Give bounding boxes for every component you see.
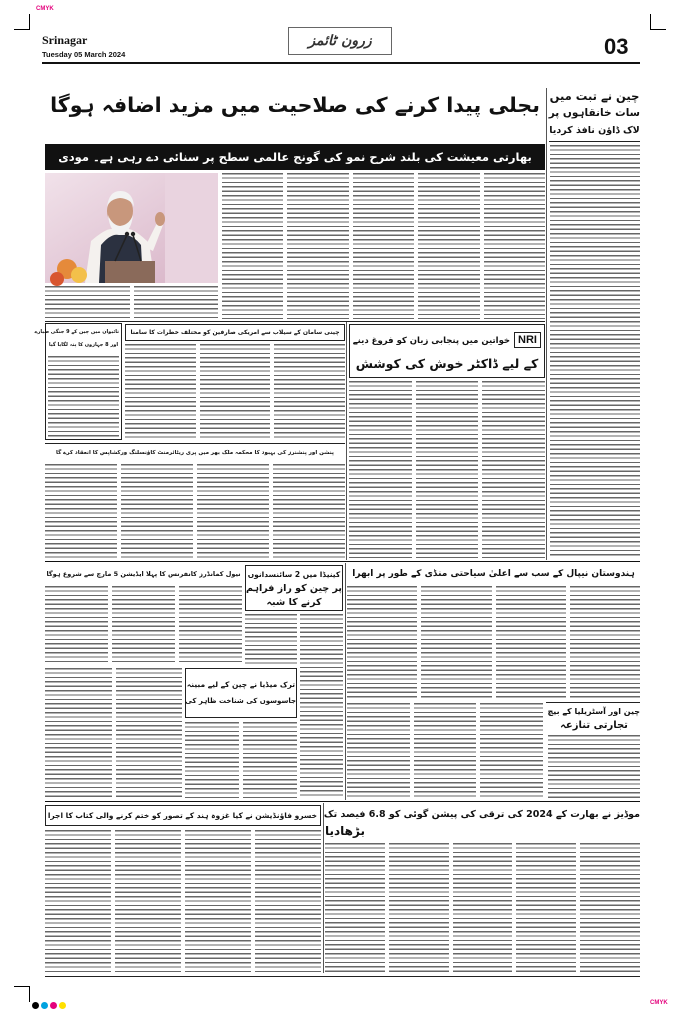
text-column xyxy=(347,703,410,798)
story-khusro-body xyxy=(45,830,321,972)
masthead-rule xyxy=(42,62,640,64)
text-column xyxy=(243,722,297,798)
text-column xyxy=(185,830,251,972)
headline-line: تائیوان میں چین کے 9 جنگی طیارے xyxy=(34,329,119,335)
headline-line: بڑھادیا xyxy=(325,824,365,838)
text-column xyxy=(45,668,112,798)
registration-dots-icon xyxy=(32,1002,72,1011)
text-column xyxy=(197,464,269,558)
headline-line: کرنے کا شبہ xyxy=(266,597,322,608)
text-column xyxy=(414,703,477,798)
section-rule xyxy=(45,443,345,444)
story-turkey-headline xyxy=(185,668,297,718)
story-australia-body xyxy=(548,735,640,798)
story-turkey-body xyxy=(185,722,297,798)
story-taiwan-body xyxy=(48,356,119,438)
text-column xyxy=(484,173,545,319)
masthead-city: Srinagar xyxy=(42,33,88,47)
text-column xyxy=(548,735,640,798)
story-australia-headline xyxy=(548,705,640,733)
story-pension-headline: پنشن اور پنشنرز کی بہبود کا محکمہ ملک بھر میں پری ریٹائرمنٹ کاؤنسلنگ ورکشاپس کا انعقاد کرے گا xyxy=(56,450,334,456)
story-china-goods-headline: چینی سامان کے سیلاب سے امریکی صارفین کو مختلف خطرات کا سامنا xyxy=(125,324,345,341)
text-column xyxy=(287,173,348,319)
text-column xyxy=(48,356,119,438)
headline-line: چین نے تبت میں xyxy=(549,89,640,103)
headline-line: کینیڈا میں 2 سائنسدانوں xyxy=(247,570,341,579)
text-column xyxy=(45,286,130,319)
text-column xyxy=(45,830,111,972)
page-number: 03 xyxy=(604,34,629,59)
masthead-date: Tuesday 05 March 2024 xyxy=(42,50,126,59)
headline-line: لاک ڈاؤن نافذ کردیا xyxy=(549,125,640,136)
story-taiwan xyxy=(34,323,122,440)
registration-label-bottom: CMYK xyxy=(650,1000,668,1006)
text-column xyxy=(418,173,479,319)
story-canada-headline xyxy=(245,565,343,611)
section-rule xyxy=(546,702,640,703)
column-rule xyxy=(546,88,547,560)
headline-line: سات خانقاہوں پر xyxy=(548,107,640,119)
story-naval-headline: نیول کمانڈرز کانفرنس کا پہلا ایڈیشن 5 مارچ سے شروع ہوگا xyxy=(46,570,241,578)
text-column xyxy=(274,344,345,440)
text-column xyxy=(353,173,414,319)
text-column xyxy=(273,464,345,558)
text-column xyxy=(389,843,449,972)
story-nepal-body-continued xyxy=(347,703,543,798)
story-pension-body xyxy=(45,464,345,558)
text-column xyxy=(347,586,417,698)
text-column xyxy=(416,381,479,558)
text-column xyxy=(245,614,297,664)
headline-line: تجارتی تنازعہ xyxy=(560,720,628,731)
text-column xyxy=(421,586,491,698)
headline-line: چین اور آسٹریلیا کے بیچ xyxy=(547,707,640,716)
story-china-goods-body xyxy=(125,344,345,440)
text-column xyxy=(116,668,183,798)
text-column xyxy=(300,614,343,798)
crop-mark-icon xyxy=(650,14,666,30)
crop-mark-icon xyxy=(14,14,30,30)
photo-caption-text xyxy=(45,286,218,319)
story-tibet-headline xyxy=(549,88,640,140)
column-rule xyxy=(345,563,346,800)
lead-headline: بجلی پیدا کرنے کی صلاحیت میں مزید اضافہ ہوگا xyxy=(50,93,540,117)
text-column xyxy=(112,586,175,664)
text-column xyxy=(45,586,108,664)
nri-headline-row xyxy=(353,329,541,351)
headline-line: جاسوسوں کی شناخت ظاہر کی xyxy=(185,697,296,705)
column-rule xyxy=(346,322,347,560)
section-rule xyxy=(45,561,640,562)
text-column xyxy=(349,381,412,558)
nri-tag: NRI xyxy=(514,332,541,348)
headline-line: خواتین میں پنجابی زبان کو فروغ دینے xyxy=(352,335,511,346)
text-column xyxy=(580,843,640,972)
story-taiwan-headline xyxy=(34,326,119,352)
story-khusro-headline: خسرو فاؤنڈیشن نے کیا غزوہ ہند کے تصور کو ختم کرنے والی کتاب کا اجرا xyxy=(45,805,321,826)
text-column xyxy=(516,843,576,972)
text-column xyxy=(482,381,545,558)
logo-text: زرون ٹائمز xyxy=(308,33,372,49)
text-column xyxy=(550,145,640,557)
text-column xyxy=(325,843,385,972)
text-column xyxy=(480,703,543,798)
masthead-logo xyxy=(288,27,392,55)
story-nepal-headline: ہندوستان نیپال کے سب سے اعلیٰ سیاحتی منڈی کے طور پر ابھرا xyxy=(352,569,635,579)
text-column xyxy=(45,464,117,558)
text-column xyxy=(453,843,513,972)
story-moodys-headline xyxy=(325,806,640,840)
story-moodys-body xyxy=(325,843,640,972)
text-column xyxy=(115,830,181,972)
page-bottom-rule xyxy=(45,976,640,977)
story-naval-body-continued xyxy=(45,668,182,798)
headline-line: پر چین کو راز فراہم xyxy=(245,583,342,594)
story-naval-body xyxy=(45,586,242,664)
text-column xyxy=(185,722,239,798)
lead-photo xyxy=(45,173,218,283)
text-column xyxy=(125,344,196,440)
text-column xyxy=(496,586,566,698)
story-nri-headline xyxy=(349,324,545,378)
story-canada-body xyxy=(300,614,343,798)
section-rule xyxy=(45,801,640,802)
lead-body xyxy=(222,173,545,319)
text-column xyxy=(121,464,193,558)
text-column xyxy=(179,586,242,664)
story-nepal-body xyxy=(347,586,640,698)
crop-mark-icon xyxy=(14,986,30,1002)
column-rule xyxy=(323,803,324,973)
tibet-rule xyxy=(549,141,640,142)
headline-line: اور 8 جہازوں کا پتہ لگایا گیا xyxy=(48,342,119,348)
text-column xyxy=(255,830,321,972)
section-rule xyxy=(45,321,545,322)
headline-line: ترک میڈیا نے چین کے لیے مبینہ xyxy=(186,680,296,689)
text-column xyxy=(200,344,271,440)
story-tibet-body xyxy=(550,145,640,557)
headline-line: موڈیز نے بھارت کے 2024 کی ترقی کی پیشن گوئی کو 6.8 فیصد تک xyxy=(323,809,640,820)
story-canada-body-short xyxy=(245,614,297,664)
text-column xyxy=(570,586,640,698)
text-column xyxy=(222,173,283,319)
headline-line: کے لیے ڈاکٹر خوش کی کوشش xyxy=(355,356,539,371)
story-nri-body xyxy=(349,381,545,558)
photo-speaker xyxy=(45,173,218,283)
registration-label-top: CMYK xyxy=(36,6,54,12)
lead-subheadline-bar: بھارتی معیشت کی بلند شرح نمو کی گونج عالمی سطح پر سنائی دے رہی ہے۔ مودی xyxy=(45,144,545,170)
text-column xyxy=(134,286,219,319)
